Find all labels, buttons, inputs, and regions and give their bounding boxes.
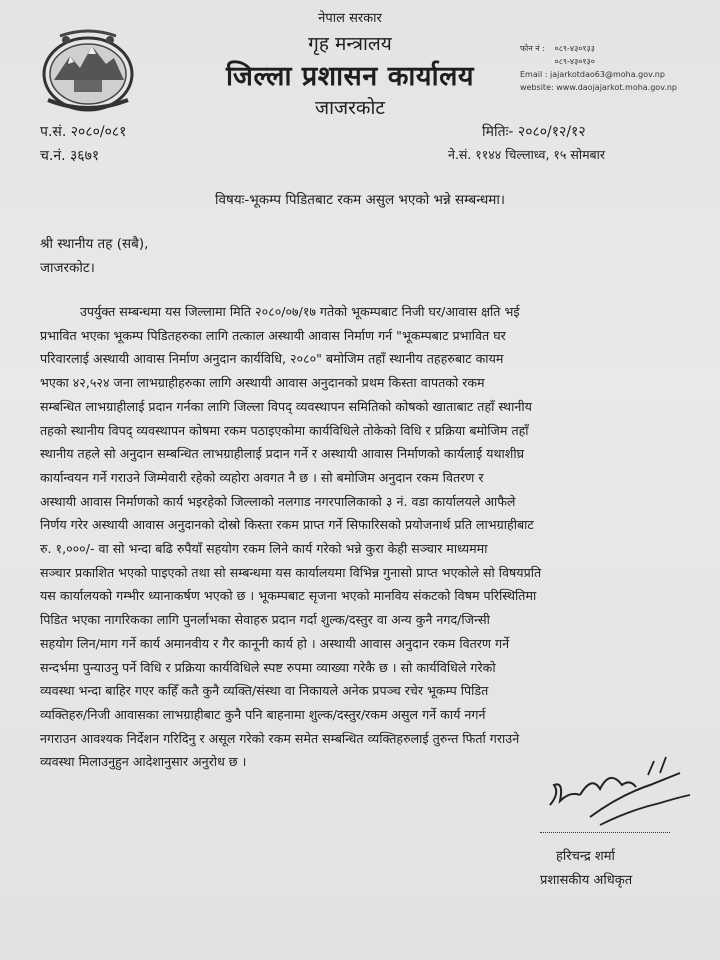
ministry-line: गृह मन्त्रालय — [308, 33, 392, 55]
website-url: www.daojajarkot.moha.gov.np — [556, 83, 678, 92]
body-line: कार्यान्वयन गर्ने गराउने जिम्मेवारी रहेको व्यहोरा अवगत नै छ । सो बमोजिम अनुदान रकम वितरण र — [40, 469, 484, 485]
contact-block: फोन नं : ०८९-४३०१३३ ०८९-४३०१३० Email : jajarkotdao63@moha.gov.np website: www.daojajarkot.moha.gov.np — [520, 44, 678, 92]
handwritten-signature — [530, 755, 705, 850]
body-line: सञ्चार प्रकाशित भएको पाइएको तथा सो सम्बन्धमा यस कार्यालयमा विभिन्न गुनासो प्राप्त भएकोले सो विषयप्रति — [40, 564, 542, 580]
addressee-line-2: जाजरकोट। — [40, 260, 95, 276]
body-line: स्थानीय तहले सो अनुदान सम्बन्धित लाभग्राहीलाई प्रदान गर्ने र अस्थायी आवास निर्माणको कार्यलाई यथाशीघ्र — [40, 446, 525, 462]
body-line: व्यक्तिहरु/निजी आवासका लाभग्राहीबाट कुनै पनि बाहनामा शुल्क/दस्तुर/रकम असुल गर्ने कार्य नगर्न — [40, 706, 486, 722]
signer-title: प्रशासकीय अधिकृत — [540, 873, 633, 888]
website-label: website — [520, 83, 551, 92]
body-line: सहयोग लिन/माग गर्ने कार्य अमानवीय र गैर कानूनी कार्य हो । अस्थायी आवास अनुदान रकम वितरण गर्ने — [40, 635, 510, 651]
email-label: Email : — [520, 70, 548, 79]
body-line: तहको स्थानीय विपद् व्यवस्थापन कोषमा रकम पठाइएकोमा कार्यविधिले तोकेको विधि र प्रक्रिया बमोजिम तहाँ — [40, 422, 529, 438]
addressee-line-1: श्री स्थानीय तह (सबै), — [40, 236, 149, 252]
nepal-samvat-date: ने.सं. ११४४ चिल्लाध्व, १५ सोमबार — [448, 147, 606, 162]
body-line: व्यवस्था भन्दा बाहिर गएर कहिँ कतै कुनै व्यक्ति/संस्था वा निकायले अनेक प्रपञ्च रचेर भूकम्प पिडित — [40, 683, 489, 699]
fiscal-year: प.सं. २०८०/०८१ — [40, 124, 127, 140]
body-line: यस कार्यालयको गम्भीर ध्यानाकर्षण भएको छ । भूकम्पबाट सृजना भएको मानविय संकटको विषम परिस्थितिमा — [40, 588, 537, 604]
letter-subject: विषयः-भूकम्प पिडितबाट रकम असुल भएको भन्ने सम्बन्धमा। — [215, 192, 505, 208]
government-line: नेपाल सरकार — [318, 11, 382, 26]
body-line: पिडित भएका नागरिकका लागि पुनर्लाभका सेवाहरु प्रदान गर्दा शुल्क/दस्तुर वा अन्य कुनै नगद/जिन्सी — [40, 612, 490, 628]
district-line: जाजरकोट — [315, 97, 385, 119]
dispatch-number: च.नं. ३६७१ — [40, 148, 100, 164]
body-line: अस्थायी आवास निर्माणको कार्य भइरहेको जिल्लाको नलगाड नगरपालिकाको ३ नं. वडा कार्यालयले आफैले — [40, 493, 516, 509]
office-title: जिल्ला प्रशासन कार्यालय — [225, 61, 475, 92]
body-line: भएका ४२,५२४ जना लाभग्राहीहरुका लागि अस्थायी आवास अनुदानको प्रथम किस्ता वापतको रकम — [40, 375, 485, 391]
phone-2: ०८९-४३०१३० — [554, 57, 595, 66]
email-address: jajarkotdao63@moha.gov.np — [549, 70, 665, 79]
letter-date: मितिः- २०८०/१२/१२ — [482, 124, 586, 140]
body-line: व्यवस्था मिलाउनुहुन आदेशानुसार अनुरोध छ । — [40, 754, 247, 770]
body-line: प्रभावित भएका भूकम्प पिडितहरुका लागि तत्काल अस्थायी आवास निर्माण गर्न "भूकम्पबाट प्रभावित घर — [40, 327, 506, 343]
body-line: सन्दर्भमा पुन्याउनु पर्ने विधि र प्रक्रिया कार्यविधिले स्पष्ट रुपमा व्याख्या गरेकै छ । सो कार्यविधिले गरेको — [40, 659, 496, 675]
body-line: परिवारलाई अस्थायी आवास निर्माण अनुदान कार्यविधि, २०८०" बमोजिम तहाँ स्थानीय तहहरुबाट कायम — [40, 351, 504, 367]
body-line: नगराउन आवश्यक निर्देशन गरिदिनु र असूल गरेको रकम समेत सम्बन्धित व्यक्तिहरुलाई तुरुन्त फिर्ता गराउने — [40, 730, 520, 746]
phone-1: ०८९-४३०१३३ — [554, 44, 595, 53]
phone-label: फोन नं : — [520, 44, 545, 53]
body-line: रु. १,०००/- वा सो भन्दा बढि रुपैयाँ सहयोग रकम लिने कार्य गरेको भन्ने कुरा केही सञ्चार माध्यममा — [40, 541, 488, 557]
body-line: सम्बन्धित लाभग्राहीलाई प्रदान गर्नका लागि जिल्ला विपद् व्यवस्थापन समितिको कोषको खाताबाट तहाँ स्थानीय — [40, 398, 532, 414]
signature-line — [540, 832, 670, 833]
signer-name: हरिचन्द्र शर्मा — [556, 849, 615, 864]
body-line: उपर्युक्त सम्बन्धमा यस जिल्लामा मिति २०८०/०७/१७ गतेको भूकम्पबाट निजी घर/आवास क्षति भई — [80, 304, 520, 319]
body-line: निर्णय गरेर अस्थायी आवास अनुदानको दोस्रो किस्ता रकम प्राप्त गर्ने सिफारिसको प्रयोजनार्थ प्रति लाभग्राहीबाट — [40, 517, 534, 533]
letter-body — [40, 300, 680, 774]
